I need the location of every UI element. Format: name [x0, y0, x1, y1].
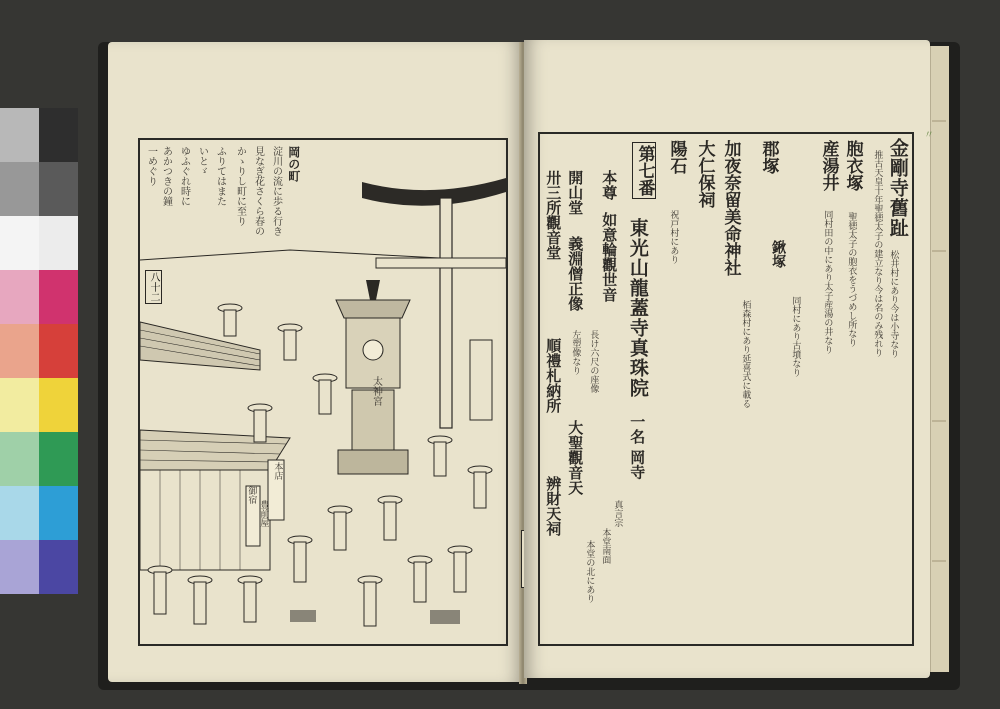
color-swatch [39, 216, 78, 270]
entry-title-kongoji: 金剛寺舊趾 [886, 138, 909, 238]
entry-title-enatsuka: 胞衣塚 [842, 140, 863, 191]
poem-column-6: ゆふぐれ時に [178, 146, 190, 206]
entry-note: 推古天皇十年聖徳太子の建立なり今は名のみ残れり [872, 150, 883, 357]
color-swatch [39, 540, 78, 594]
kaisando-note: 左塑像なり [570, 330, 581, 375]
temple-hall-orientation: 本堂南面 [600, 528, 611, 564]
color-swatch [0, 216, 39, 270]
temple-alias: 一名 岡寺 [628, 414, 647, 480]
daisho-kangiten-note: 本堂の北にあり [584, 540, 595, 603]
color-swatch [39, 432, 78, 486]
entry-note: 栢森村にあり延喜式に載る [740, 300, 751, 408]
entry-title-youseki: 陽石 [666, 140, 687, 174]
illustration-frame [138, 138, 508, 646]
color-swatch [0, 324, 39, 378]
poem-column-4: ふりてはまた [214, 146, 226, 206]
poem-column-8: 一めぐり [145, 146, 157, 186]
color-swatch [0, 540, 39, 594]
color-swatch [39, 270, 78, 324]
shop-sign-main: 本店 [272, 462, 283, 480]
poem-column-7: あかつきの鐘 [160, 146, 172, 206]
color-calibration-strip [0, 108, 78, 594]
kaisando-name: 義淵僧正像 [566, 236, 585, 311]
poem-column-3: かゝりし町に至り [234, 146, 246, 226]
page-edge-line [932, 120, 946, 122]
entry-note: 祝戸村にあり [668, 210, 679, 264]
honzon-name: 如意輪觀世音 [600, 212, 619, 302]
entry-title-oniho-shrine: 大仁保祠 [694, 140, 715, 208]
color-swatch [0, 162, 39, 216]
lantern-label: 太神宮 [370, 376, 382, 406]
entry-note: 松井村にあり今は小寺なり [888, 250, 899, 358]
shop-sign-inn: 御宿 [246, 486, 257, 504]
honzon-note: 長け六尺の座像 [588, 330, 599, 393]
page-edge-mark: 〃 [924, 130, 934, 141]
poem-column-5: いとゞ [196, 146, 208, 176]
plate-number: 八十二 [145, 270, 162, 304]
temple-sect: 真言宗 [612, 500, 623, 527]
kaisando-label: 開山堂 [566, 170, 585, 215]
plate-title: 岡の町 [286, 146, 301, 182]
entry-title-ubuyui: 産湯井 [818, 140, 839, 191]
entry-title-kuwazuka: 鍬塚 [770, 240, 787, 268]
daisho-kangiten-title: 大聖觀音天 [566, 420, 585, 495]
poem-column-2: 見なぎ花さくら春の [252, 146, 264, 236]
poem-column-1: 淀川の流に歩る行き [270, 146, 282, 236]
color-swatch [39, 108, 78, 162]
color-swatch [0, 378, 39, 432]
junrei-fuda-title: 順禮札納所 [544, 338, 563, 413]
pilgrimage-station-number: 第七番 [632, 142, 656, 199]
color-swatch [39, 486, 78, 540]
kannondo-title: 卅三所觀音堂 [544, 170, 563, 260]
street-scene-illustration [140, 140, 506, 644]
entry-note: 同村にあり古墳なり [790, 296, 801, 377]
entry-note: 同村田の中にあり太子産湯の井なり [822, 210, 833, 354]
color-swatch [0, 270, 39, 324]
benzaiten-title: 辨財天祠 [544, 476, 563, 536]
color-swatch [0, 432, 39, 486]
entry-title-kayanarumi-shrine: 加夜奈留美命神社 [720, 140, 741, 276]
color-swatch [39, 378, 78, 432]
page-edge-line [932, 250, 946, 252]
color-swatch [0, 108, 39, 162]
page-edge-line [932, 560, 946, 562]
temple-title-okadera: 東光山龍蓋寺真珠院 [626, 218, 649, 398]
color-swatch [0, 486, 39, 540]
entry-title-koorizuka: 郡塚 [758, 140, 779, 174]
page-edge-line [932, 420, 946, 422]
entry-note: 聖徳太子の胞衣をうづめし所なり [846, 212, 857, 347]
honzon-label: 本尊 [600, 170, 619, 200]
color-swatch [39, 162, 78, 216]
color-swatch [39, 324, 78, 378]
shop-sign-name: 豊前屋 [258, 500, 269, 527]
